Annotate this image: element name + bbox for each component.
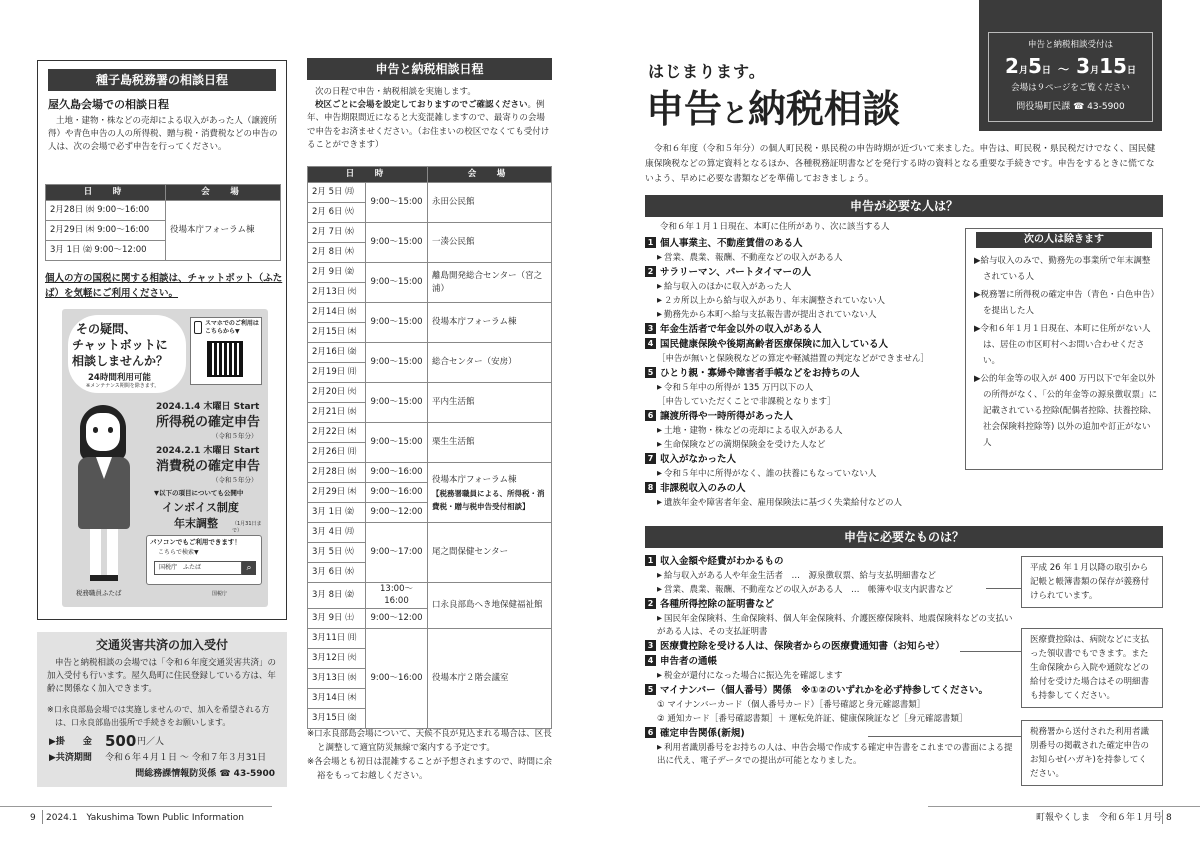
traffic-insurance-box (37, 632, 287, 787)
list-item-bracket: ［申告が無いと保険税などの算定や軽減措置の判定などができません］ (657, 354, 930, 364)
list-item-sub: ▶ 国民年金保険料、生命保険料、個人年金保険料、介護医療保険料、地震保険料などの支払いがある人は、その支払証明書 (645, 612, 1015, 639)
poster-search-input[interactable] (154, 561, 242, 575)
list-item-title: 譲渡所得や一時所得があった人 (660, 411, 793, 422)
sched-venue: 尾之間保健センター (428, 523, 552, 583)
to-day: 15 (1099, 54, 1127, 78)
period-value: 令和６年４月１日 ～ 令和７年３月31日 (105, 753, 267, 763)
sched-venue: 永田公民館 (428, 183, 552, 223)
poster-nenmatsu-sub: （1月31日まで） (232, 521, 262, 535)
list-item (645, 337, 965, 352)
to-month: 3 (1076, 54, 1091, 78)
except-box (965, 228, 1163, 470)
list-item-title: 収入がなかった人 (660, 454, 737, 465)
sched-date: 2月21日 ㈬ (308, 403, 366, 423)
traffic-contact: 問総務課情報防災係 ☎ 43-5900 (135, 769, 275, 779)
need-title: 申告が必要な人は？ (645, 195, 1163, 217)
poster-pc: パソコンでもご利用できます！ (150, 538, 241, 546)
list-item-sub: ▶ 遺族年金や障害者年金、雇用保険法に基づく失業給付などの人 (645, 496, 965, 510)
list-item-sub: ▶ 利用者識別番号をお持ちの人は、申告会場で作成する確定申告書をこれまでの書面による提出に代え、電子データでの提出が可能となりました。 (645, 741, 1015, 768)
schedule-intro-1: 次の日程で申告・納税相談を実施します。 (315, 87, 476, 97)
traffic-body: 申告と納税相談の会場では「令和６年度交通災害共済」の加入受付も行います。屋久島町に住民登録している方は、年齢に関係なく加入できます。 (47, 658, 277, 695)
list-item-title: 国民健康保険や後期高齢者医療保険に加入している人 (660, 339, 889, 350)
number-badge-icon: 6 (645, 410, 656, 421)
list-item-sub: ▶ 営業、農業、報酬、不動産などの収入がある人 … 帳簿や収支内訳書など (645, 583, 1015, 597)
reception-label: 申告と納税相談受付は (1027, 40, 1113, 50)
side-note-3: 税務署から送付された利用者識別番号の掲載された確定申告のお知らせ(ハガキ)を持参してください。 (1021, 720, 1163, 786)
table-row (308, 263, 552, 283)
sched-date: 3月 1日 ㈮ (308, 503, 366, 523)
sched-date: 3月13日 ㈬ (308, 668, 366, 688)
sched-venue: 総合センター（安房） (428, 343, 552, 383)
what-title: 申告に必要なものは？ (645, 526, 1163, 548)
th-venue: 会 場 (166, 185, 281, 201)
poster-date2: 2024.2.1 木曜日 Start (156, 446, 260, 456)
list-item-title: マイナンバー（個人番号）関係 ※①②のいずれかを必ず持参してください。 (660, 685, 988, 696)
list-item (645, 683, 1015, 698)
poster-title2: 消費税の確定申告 (156, 459, 261, 474)
number-badge-icon: 2 (645, 598, 656, 609)
list-item-title: 個人事業主、不動産賃借のある人 (660, 238, 803, 249)
poster-phone-text: スマホでのご利用は こちらから▼ (205, 320, 259, 335)
sched-date: 2月28日 ㈬ (308, 463, 366, 483)
schedule-note-1: ※口永良部島会場について、天候不良が見込まれる場合は、区長と調整して適宜防災無線で案内する予定です。 (307, 729, 552, 753)
list-item-sub: ▶ 土地・建物・株などの売却による収入がある人 (645, 424, 965, 438)
sched-date: 3月11日 ㈪ (308, 628, 366, 648)
list-item-title: サラリーマン、パートタイマーの人 (660, 267, 812, 278)
list-item-sub: ▶ 給与収入がある人や年金生活者 … 源泉徴収票、給与支払明細書など (645, 569, 1015, 583)
kakekin-label: ▶掛 金 (49, 737, 92, 747)
sched-date: 2月20日 ㈫ (308, 383, 366, 403)
right-headline (646, 82, 900, 137)
schedule-intro-2: 校区ごとに会場を設定しておりますのでご確認ください (315, 100, 528, 111)
tax-office-table (45, 184, 281, 261)
list-item (645, 654, 1015, 669)
poster-office: 国税庁 (212, 591, 228, 597)
right-lead: 令和６年度（令和５年分）の個人町民税・県民税の申告時期が近づいて来ました。申告は、町民税・県民税だけでなく、国民健康保険税などの算定資料となるほか、各種税務証明書などを発行する時の資料となる重要な手続きです。申告をするときに慌てないよう、早めに必要な書類などを準備しておきましょう。 (645, 144, 1156, 184)
list-item-sub: ▶ 勤務先から本町へ給与支払報告書が提出されていない人 (645, 308, 965, 322)
chatbot-poster (62, 309, 268, 607)
list-item (645, 554, 1015, 569)
list-item-title: ひとり親・寡婦や障害者手帳などをお持ちの人 (660, 368, 860, 379)
sched-time: 9:00～16:00 (366, 483, 428, 503)
list-item-title: 年金生活者で年金以外の収入がある人 (660, 324, 822, 335)
sched-venue: 平内生活館 (428, 383, 552, 423)
tax-office-subtitle: 屋久島会場での相談日程 (48, 98, 169, 111)
sched-time: 9:00～12:00 (366, 503, 428, 523)
list-item-title: 医療費控除を受ける人は、保険者からの医療費通知書（お知らせ） (660, 641, 945, 652)
sched-time: 9:00～15:00 (366, 343, 428, 383)
th-datetime: 日 時 (46, 185, 166, 201)
chatbot-note: 個人の方の国税に関する相談は、チャットボット（ふたば）を気軽にご利用ください。 (45, 273, 283, 299)
list-item (645, 597, 1015, 612)
number-badge-icon: 1 (645, 555, 656, 566)
sched-th-datetime: 日 時 (308, 167, 428, 183)
number-badge-icon: 4 (645, 338, 656, 349)
list-item (645, 366, 965, 381)
sched-time: 9:00～15:00 (366, 383, 428, 423)
tax-office-venue: 役場本庁フォーラム棟 (166, 201, 281, 261)
table-row (308, 463, 552, 483)
table-row (308, 343, 552, 363)
list-item (645, 236, 965, 251)
sched-date: 2月 5日 ㈪ (308, 183, 366, 203)
list-item (645, 726, 1015, 741)
footer-left-text: 2024.1 Yakushima Town Public Information (46, 813, 244, 823)
footer-left-rule (0, 806, 272, 807)
footer-right-page: 8 (1166, 813, 1172, 823)
list-item (645, 265, 965, 280)
sched-venue: 口永良部島へき地保健福祉館 (428, 583, 552, 629)
reception-box (979, 0, 1162, 131)
schedule-table (307, 166, 552, 729)
poster-24h-sub: ※メンテナンス期間を除きます。 (86, 383, 160, 389)
list-item-title: 各種所得控除の証明書など (660, 599, 775, 610)
poster-line1: その疑問、 (76, 322, 137, 336)
table-row (308, 183, 552, 203)
list-item-sub: ▶ 令和５年中の所得が 135 万円以下の人 (645, 381, 965, 395)
sched-time: 9:00～16:00 (366, 628, 428, 728)
day-unit: 日 (1126, 66, 1136, 76)
sched-time: 9:00～15:00 (366, 223, 428, 263)
schedule-intro (307, 86, 552, 152)
sched-time: 13:00～16:00 (366, 583, 428, 609)
reception-dates (979, 52, 1162, 81)
sched-date: 2月 9日 ㈮ (308, 263, 366, 283)
table-row (308, 383, 552, 403)
sched-date: 2月29日 ㈭ (308, 483, 366, 503)
sched-date: 2月 6日 ㈫ (308, 203, 366, 223)
sched-venue: 離島開発総合センター（宮之浦） (428, 263, 552, 303)
except-title: 次の人は除きます (976, 232, 1152, 248)
sched-date: 2月13日 ㈫ (308, 283, 366, 303)
kakekin-value: 500 (105, 732, 137, 750)
poster-search-text: 国税庁 ふたば (159, 564, 202, 571)
except-item: ▶令和６年１月１日現在、本町に住所がない人は、居住の市区町村へお問い合わせください。 (974, 324, 1151, 366)
month-unit: 月 (1018, 66, 1028, 76)
except-item: ▶税務署に所得税の確定申告（青色・白色申告）を提出した人 (974, 290, 1155, 316)
forum-venue-sub: 【税務署職員による、所得税・消費税・贈与税申告受付相談】 (432, 488, 545, 511)
mascot-legs-icon (90, 529, 118, 581)
table-row (308, 583, 552, 609)
number-badge-icon: 4 (645, 655, 656, 666)
number-badge-icon: 8 (645, 482, 656, 493)
reception-contact: 問役場町民課 ☎ 43-5900 (1016, 102, 1125, 112)
mascot-name: 税務職員ふたば (76, 589, 122, 597)
list-item-sub: ▶ 給与収入のほかに収入があった人 (645, 280, 965, 294)
table-row (308, 223, 552, 243)
footer-right-rule (928, 806, 1200, 807)
table-row (308, 628, 552, 648)
schedule-title: 申告と納税相談日程 (307, 58, 552, 80)
poster-title1: 所得税の確定申告 (156, 415, 261, 430)
sched-venue (428, 463, 552, 523)
sched-date: 2月 8日 ㈭ (308, 243, 366, 263)
poster-also: ▼以下の項目についても公開中 (154, 489, 244, 497)
sched-time: 9:00～15:00 (366, 303, 428, 343)
sched-th-venue: 会 場 (428, 167, 552, 183)
forum-venue: 役場本庁フォーラム棟 (432, 474, 517, 485)
sched-time: 9:00～15:00 (366, 263, 428, 303)
traffic-title: 交通災害共済の加入受付 (95, 638, 228, 652)
side-note-2: 医療費控除は、病院などに支払った領収書でもできます。また生命保険から入院や通院などの給付を受けた場合はその明細書も持参してください。 (1021, 628, 1163, 708)
poster-date1: 2024.1.4 木曜日 Start (156, 402, 260, 412)
period-label: ▶共済期間 (49, 753, 92, 763)
sched-venue: 役場本庁フォーラム棟 (428, 303, 552, 343)
sched-date: 2月 7日 ㈬ (308, 223, 366, 243)
search-icon[interactable]: ⌕ (242, 561, 256, 575)
headline-b: と (722, 99, 749, 129)
list-item (645, 452, 965, 467)
side-note-1: 平成 26 年１月以降の取引から記帳と帳簿書類の保存が義務付けられています。 (1021, 556, 1163, 608)
right-kicker: はじまります。 (648, 62, 766, 81)
sched-date: 3月14日 ㈭ (308, 688, 366, 708)
footer-right-text: 町報やくしま 令和６年１月号 (1035, 813, 1162, 823)
list-item-plain: ② 通知カード［番号確認書類］＋ 運転免許証、健康保険証など［身元確認書類］ (657, 714, 968, 724)
poster-invoice: インボイス制度 (162, 501, 239, 514)
table-row (308, 423, 552, 443)
table-row: 2月29日 ㈭ 9:00～16:00 (46, 221, 166, 241)
sched-date: 2月16日 ㈮ (308, 343, 366, 363)
sched-date: 3月 4日 ㈪ (308, 523, 366, 543)
except-list (974, 253, 1158, 453)
sched-venue: 栗生生活館 (428, 423, 552, 463)
day-unit: 日 (1041, 66, 1051, 76)
kakekin-unit: 円／人 (137, 737, 165, 747)
month-unit: 月 (1090, 66, 1100, 76)
sched-venue: 役場本庁２階会議室 (428, 628, 552, 728)
list-item-title: 申告者の通帳 (660, 656, 718, 667)
tilde: ～ (1058, 63, 1070, 76)
note-connector (986, 588, 1021, 589)
list-item-sub: ▶ 営業、農業、報酬、不動産などの収入がある人 (645, 251, 965, 265)
table-row: 3月 1日 ㈮ 9:00～12:00 (46, 241, 166, 261)
sched-date: 3月 9日 ㈯ (308, 608, 366, 628)
list-item-sub: ▶ 税金が還付になった場合に振込先を確認します (645, 669, 1015, 683)
table-row (308, 303, 552, 323)
number-badge-icon: 2 (645, 266, 656, 277)
sched-date: 3月 6日 ㈬ (308, 563, 366, 583)
sched-date: 2月22日 ㈭ (308, 423, 366, 443)
note-connector (960, 651, 1021, 652)
headline-c: 納税相談 (748, 87, 901, 131)
phone-icon (194, 321, 202, 334)
sched-venue: 一湊公民館 (428, 223, 552, 263)
traffic-note: ※口永良部島会場では実施しませんので、加入を希望される方は、口永良部島出張所で手続きをお願いします。 (47, 705, 270, 727)
except-item: ▶給与収入のみで、勤務先の事業所で年末調整されている人 (974, 256, 1151, 282)
sched-date: 3月 5日 ㈫ (308, 543, 366, 563)
poster-line3: 相談しませんか？ (72, 354, 169, 368)
sched-date: 3月12日 ㈫ (308, 648, 366, 668)
except-item: ▶公的年金等の収入が 400 万円以下で年金以外の所得がなく、「公的年金等の源泉徴収票」に記載されている控除(配偶者控除、扶養控除、社会保険料控除等) 以外の追加や訂正がない人 (974, 374, 1158, 448)
poster-nenmatsu: 年末調整 (174, 517, 218, 530)
note-connector (868, 736, 1021, 737)
list-item-bracket: ［申告していただくことで非課税となります］ (657, 397, 836, 407)
schedule-intro-3: 。例年、申告期限間近になると大変混雑しますので、最寄りの会場で申告をお済ませください。（お住まいの校区でなくても受付けることができます） (307, 100, 550, 150)
reception-sub: 会場は９ページをご覧ください (1011, 83, 1130, 93)
from-day: 5 (1027, 54, 1042, 78)
list-item-sub: ▶ 生命保険などの満期保険金を受けた人など (645, 438, 965, 452)
mascot-face-icon (86, 413, 120, 451)
table-row: 2月28日 ㈬ 9:00～16:00 (46, 201, 166, 221)
list-item (645, 481, 965, 496)
need-intro: 令和６年１月１日現在、本町に住所があり、次に該当する人 (660, 222, 890, 232)
mascot-eye-icon (108, 427, 113, 433)
number-badge-icon: 3 (645, 323, 656, 334)
tax-office-body: 土地・建物・株などの売却による収入があった人（譲渡所得）や青色申告の人の所得税、贈与税・消費税などの申告の人は、次の会場で必ず申告を行ってください。 (48, 116, 278, 153)
list-item-sub: ▶ 令和５年中に所得がなく、誰の扶養にもなっていない人 (645, 467, 965, 481)
number-badge-icon: 6 (645, 727, 656, 738)
schedule-note-2: ※各会場とも初日は混雑することが予想されますので、時間に余裕をもってお越しください。 (307, 757, 552, 781)
number-badge-icon: 7 (645, 453, 656, 464)
list-item-plain: ① マイナンバーカード（個人番号カード）［番号確認と身元確認書類］ (657, 700, 926, 710)
from-month: 2 (1005, 54, 1019, 78)
table-row (308, 523, 552, 543)
tax-office-box (37, 60, 287, 620)
sched-date: 2月26日 ㈪ (308, 443, 366, 463)
poster-pc-sub: こちらで検索▼ (158, 549, 199, 556)
footer-left-divider (42, 810, 43, 824)
list-item-title: 収入金額や経費がわかるもの (660, 556, 784, 567)
footer-right-divider (1162, 810, 1163, 824)
mascot-eye-icon (93, 427, 98, 433)
number-badge-icon: 3 (645, 640, 656, 651)
number-badge-icon: 5 (645, 684, 656, 695)
list-item (645, 409, 965, 424)
sched-time: 9:00～15:00 (366, 423, 428, 463)
sched-time: 9:00～17:00 (366, 523, 428, 583)
list-item-title: 非課税収入のみの人 (660, 483, 746, 494)
poster-year1: （令和５年分） (212, 432, 258, 440)
sched-time: 9:00～16:00 (366, 463, 428, 483)
sched-date: 3月15日 ㈮ (308, 708, 366, 728)
poster-line2: チャットボットに (72, 338, 168, 352)
qr-code-icon[interactable] (207, 341, 243, 377)
list-item-title: 確定申告関係(新規) (660, 728, 745, 739)
headline-a: 申告 (646, 87, 723, 131)
list-item (645, 322, 965, 337)
sched-date: 2月19日 ㈪ (308, 363, 366, 383)
sched-date: 2月15日 ㈭ (308, 323, 366, 343)
number-badge-icon: 5 (645, 367, 656, 378)
need-list (645, 236, 965, 510)
poster-year2: （令和５年分） (212, 476, 258, 484)
list-item-sub: ▶ ２カ所以上から給与収入があり、年末調整されていない人 (645, 294, 965, 308)
footer-left-page: 9 (30, 813, 36, 823)
poster-24h: 24時間利用可能 (88, 373, 151, 383)
number-badge-icon: 1 (645, 237, 656, 248)
tax-office-title: 種子島税務署の相談日程 (48, 69, 276, 91)
sched-date: 3月 8日 ㈮ (308, 583, 366, 609)
sched-time: 9:00～15:00 (366, 183, 428, 223)
sched-time: 9:00～12:00 (366, 608, 428, 628)
sched-date: 2月14日 ㈬ (308, 303, 366, 323)
